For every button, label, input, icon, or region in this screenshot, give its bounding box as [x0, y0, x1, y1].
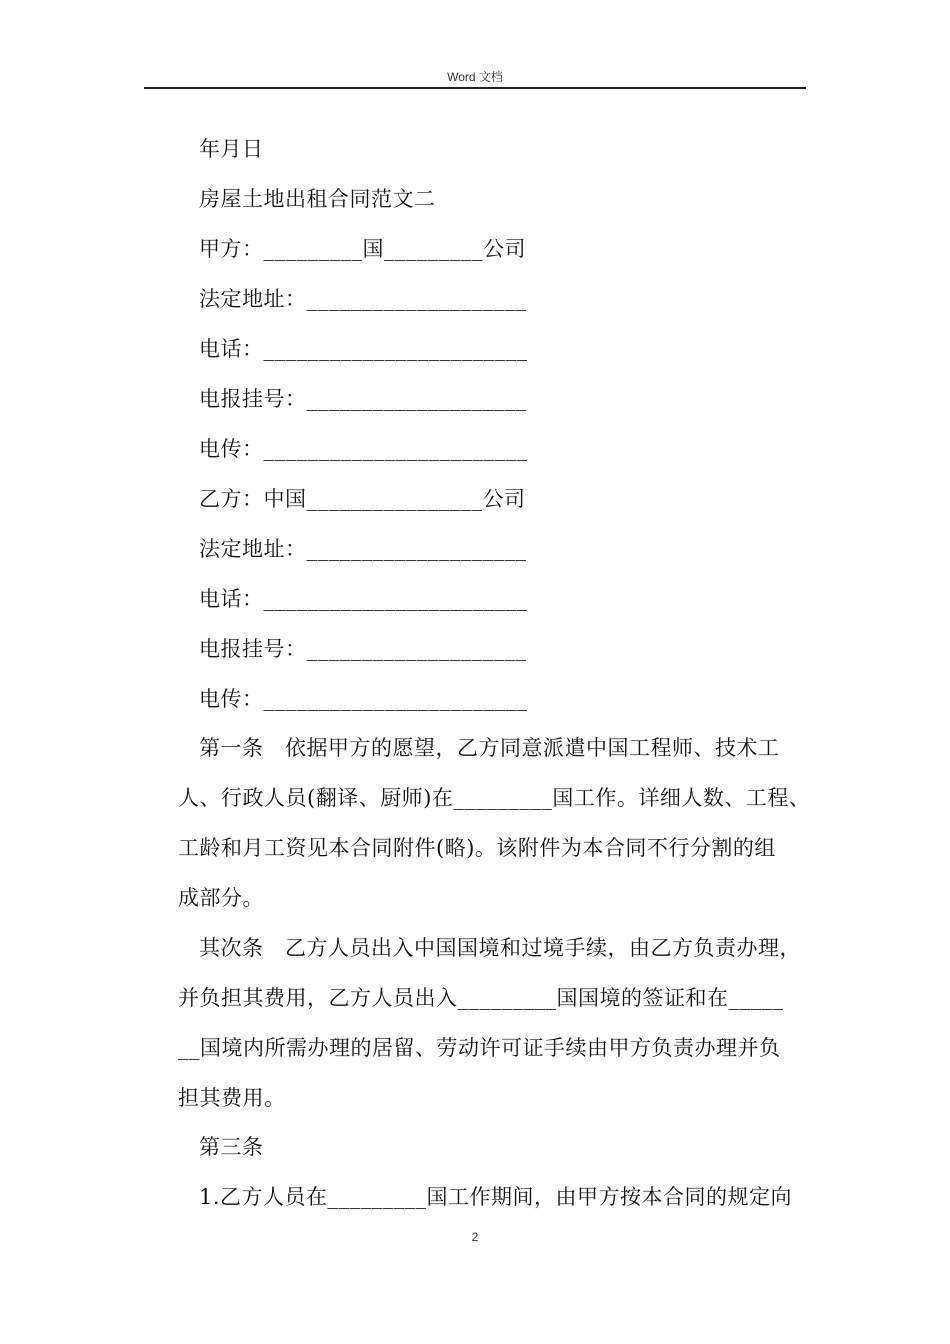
article-2-line-1: 其次条 乙方人员出入中国国境和过境手续，由乙方负责办理，	[199, 936, 801, 960]
article-2-line-2: 并负担其费用，乙方人员出入_________国国境的签证和在_____	[178, 986, 784, 1010]
party-b-address: 法定地址：____________________	[199, 537, 527, 561]
article-3-heading: 第三条	[199, 1135, 264, 1159]
article-2-line-3: __国境内所需办理的居留、劳动许可证手续由甲方负责办理并负	[178, 1036, 781, 1060]
article-1-line-4: 成部分。	[178, 886, 264, 910]
party-a-telex: 电传：________________________	[199, 437, 528, 461]
article-1-line-3: 工龄和月工资见本合同附件(略)。该附件为本合同不行分割的组	[178, 836, 776, 860]
article-3-clause-1: 1.乙方人员在_________国工作期间，由甲方按本合同的规定向	[199, 1185, 793, 1209]
document-title: 房屋土地出租合同范文二	[199, 187, 436, 211]
page-number: 2	[471, 1230, 479, 1244]
article-2-line-4: 担其费用。	[178, 1086, 286, 1110]
article-1-line-2: 人、行政人员(翻译、厨师)在_________国工作。详细人数、工程、	[178, 786, 811, 810]
party-b-telex: 电传：________________________	[199, 687, 528, 711]
article-1-line-1: 第一条 依据甲方的愿望，乙方同意派遣中国工程师、技术工	[199, 736, 780, 760]
party-b-line: 乙方：中国________________公司	[199, 487, 526, 511]
party-b-telegraph: 电报挂号：____________________	[199, 637, 527, 661]
page-header-title: Word 文档	[447, 70, 503, 84]
party-a-address: 法定地址：____________________	[199, 287, 527, 311]
party-b-phone: 电话：________________________	[199, 587, 528, 611]
header-divider	[144, 87, 806, 89]
date-line: 年月日	[199, 137, 264, 161]
party-a-phone: 电话：________________________	[199, 337, 528, 361]
party-a-telegraph: 电报挂号：____________________	[199, 387, 527, 411]
party-a-line: 甲方：_________国_________公司	[199, 237, 526, 261]
